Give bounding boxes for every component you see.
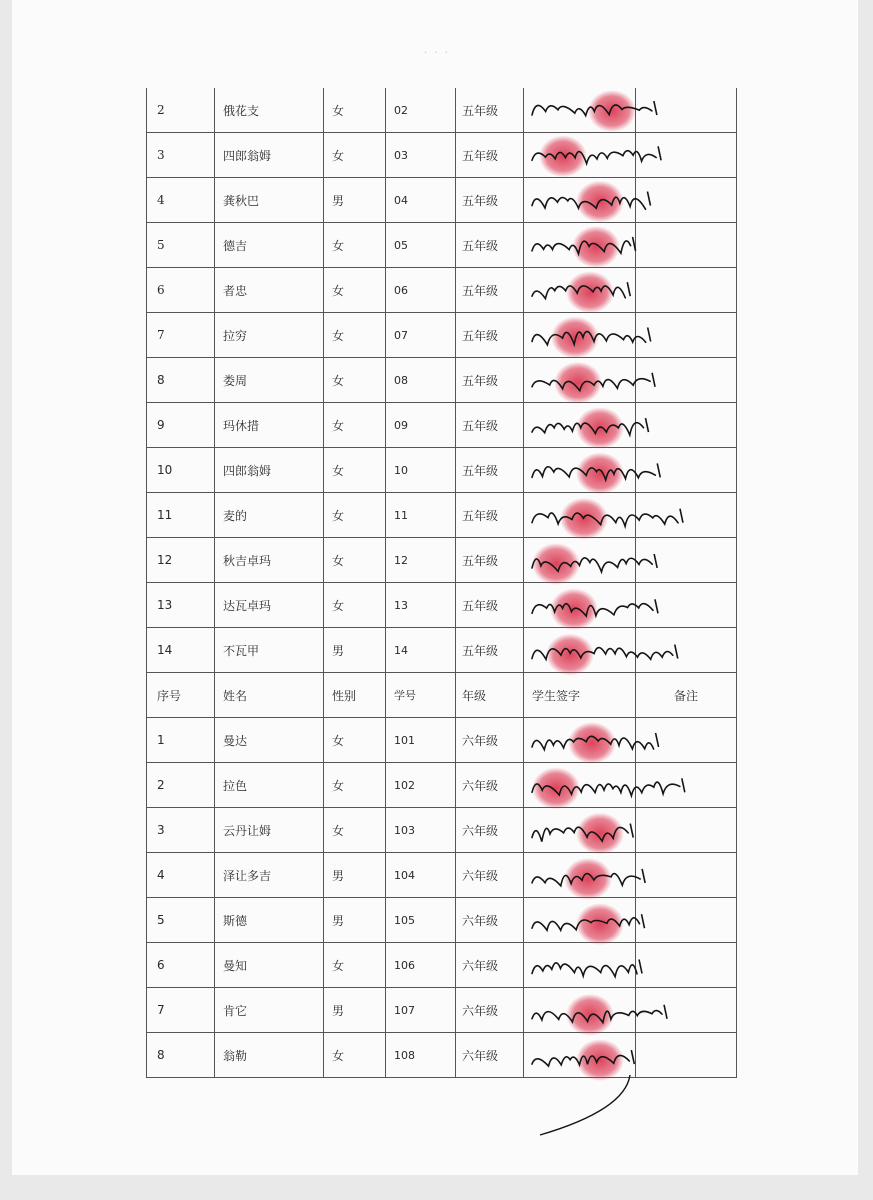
student-id: 104: [386, 853, 456, 898]
student-gender: 男: [324, 853, 386, 898]
student-id: 04: [386, 178, 456, 223]
scan-artifact: · · ·: [424, 48, 450, 59]
signature-cell: [524, 583, 636, 628]
student-name: 达瓦卓玛: [215, 583, 324, 628]
student-name: 德吉: [215, 223, 324, 268]
signature-cell: [524, 943, 636, 988]
signature-cell: [524, 988, 636, 1033]
signature-cell: [524, 178, 636, 223]
student-name: 不瓦甲: [215, 628, 324, 673]
table-row: [147, 178, 737, 223]
remark-cell: [636, 628, 737, 673]
student-gender: 女: [324, 718, 386, 763]
row-number: 1: [147, 718, 215, 763]
student-id: 03: [386, 133, 456, 178]
signature-cell: [524, 313, 636, 358]
table-row: [147, 898, 737, 943]
row-number: 7: [147, 988, 215, 1033]
student-id: 103: [386, 808, 456, 853]
signature-cell: [524, 133, 636, 178]
student-gender: 女: [324, 313, 386, 358]
student-gender: 女: [324, 88, 386, 133]
row-number: 5: [147, 223, 215, 268]
student-name: 龚秋巴: [215, 178, 324, 223]
header-name: 姓名: [215, 673, 324, 718]
student-grade: 六年级: [456, 1033, 524, 1078]
remark-cell: [636, 943, 737, 988]
row-number: 13: [147, 583, 215, 628]
student-gender: 女: [324, 583, 386, 628]
student-name: 云丹让姆: [215, 808, 324, 853]
remark-cell: [636, 853, 737, 898]
row-number: 10: [147, 448, 215, 493]
row-number: 3: [147, 133, 215, 178]
student-gender: 女: [324, 1033, 386, 1078]
student-gender: 女: [324, 133, 386, 178]
student-grade: 六年级: [456, 718, 524, 763]
row-number: 12: [147, 538, 215, 583]
table-row: [147, 1033, 737, 1078]
student-gender: 女: [324, 763, 386, 808]
table-row: [147, 313, 737, 358]
student-name: 四郎翁姆: [215, 133, 324, 178]
signature-cell: [524, 268, 636, 313]
remark-cell: [636, 718, 737, 763]
signature-cell: [524, 448, 636, 493]
table-row: [147, 583, 737, 628]
header-remark: 备注: [636, 673, 737, 718]
student-gender: 男: [324, 988, 386, 1033]
header-grade: 年级: [456, 673, 524, 718]
student-name: 玛休措: [215, 403, 324, 448]
student-grade: 六年级: [456, 808, 524, 853]
student-grade: 五年级: [456, 358, 524, 403]
student-grade: 六年级: [456, 943, 524, 988]
student-id: 02: [386, 88, 456, 133]
remark-cell: [636, 358, 737, 403]
header-signature: 学生签字: [524, 673, 636, 718]
table-row: [147, 763, 737, 808]
student-gender: 女: [324, 538, 386, 583]
table-row: [147, 403, 737, 448]
remark-cell: [636, 313, 737, 358]
student-grade: 五年级: [456, 133, 524, 178]
row-number: 2: [147, 763, 215, 808]
student-name: 秋吉卓玛: [215, 538, 324, 583]
signature-cell: [524, 88, 636, 133]
remark-cell: [636, 538, 737, 583]
student-grade: 五年级: [456, 88, 524, 133]
table-row: [147, 943, 737, 988]
student-grade: 五年级: [456, 268, 524, 313]
student-id: 102: [386, 763, 456, 808]
student-name: 曼达: [215, 718, 324, 763]
student-name: 泽让多吉: [215, 853, 324, 898]
student-id: 106: [386, 943, 456, 988]
signature-cell: [524, 1033, 636, 1078]
table-row: [147, 988, 737, 1033]
student-gender: 女: [324, 268, 386, 313]
remark-cell: [636, 763, 737, 808]
student-gender: 男: [324, 898, 386, 943]
student-grade: 六年级: [456, 763, 524, 808]
row-number: 4: [147, 178, 215, 223]
signature-cell: [524, 853, 636, 898]
student-grade: 五年级: [456, 223, 524, 268]
table-row: [147, 133, 737, 178]
table-row: [147, 493, 737, 538]
remark-cell: [636, 133, 737, 178]
table-row: [147, 448, 737, 493]
student-gender: 女: [324, 493, 386, 538]
student-id: 11: [386, 493, 456, 538]
signature-cell: [524, 403, 636, 448]
student-grade: 六年级: [456, 853, 524, 898]
student-id: 107: [386, 988, 456, 1033]
signature-cell: [524, 538, 636, 583]
student-name: 四郎翁姆: [215, 448, 324, 493]
row-number: 8: [147, 1033, 215, 1078]
signature-cell: [524, 223, 636, 268]
student-grade: 五年级: [456, 493, 524, 538]
row-number: 6: [147, 943, 215, 988]
student-grade: 六年级: [456, 988, 524, 1033]
signature-cell: [524, 718, 636, 763]
student-signature-table: [146, 88, 737, 1078]
student-id: 08: [386, 358, 456, 403]
remark-cell: [636, 88, 737, 133]
row-number: 8: [147, 358, 215, 403]
remark-cell: [636, 898, 737, 943]
student-id: 12: [386, 538, 456, 583]
table-row: [147, 88, 737, 133]
student-grade: 五年级: [456, 403, 524, 448]
row-number: 4: [147, 853, 215, 898]
signature-cell: [524, 808, 636, 853]
student-name: 翁勒: [215, 1033, 324, 1078]
student-grade: 五年级: [456, 313, 524, 358]
row-number: 2: [147, 88, 215, 133]
student-id: 13: [386, 583, 456, 628]
student-grade: 五年级: [456, 583, 524, 628]
remark-cell: [636, 1033, 737, 1078]
table-row: [147, 808, 737, 853]
table-row: [147, 853, 737, 898]
remark-cell: [636, 268, 737, 313]
student-gender: 女: [324, 808, 386, 853]
table-header-row: [147, 673, 737, 718]
student-name: 斯德: [215, 898, 324, 943]
student-name: 者忠: [215, 268, 324, 313]
remark-cell: [636, 493, 737, 538]
student-id: 06: [386, 268, 456, 313]
row-number: 3: [147, 808, 215, 853]
student-grade: 五年级: [456, 538, 524, 583]
student-grade: 五年级: [456, 178, 524, 223]
table-row: [147, 223, 737, 268]
student-grade: 五年级: [456, 628, 524, 673]
student-name: 曼知: [215, 943, 324, 988]
table-row: [147, 358, 737, 403]
student-grade: 五年级: [456, 448, 524, 493]
header-gender: 性别: [324, 673, 386, 718]
student-gender: 男: [324, 628, 386, 673]
row-number: 11: [147, 493, 215, 538]
student-name: 肯它: [215, 988, 324, 1033]
remark-cell: [636, 448, 737, 493]
remark-cell: [636, 223, 737, 268]
table-row: [147, 268, 737, 313]
remark-cell: [636, 178, 737, 223]
student-id: 14: [386, 628, 456, 673]
student-gender: 女: [324, 403, 386, 448]
row-number: 7: [147, 313, 215, 358]
student-id: 07: [386, 313, 456, 358]
student-name: 娄周: [215, 358, 324, 403]
student-gender: 女: [324, 943, 386, 988]
remark-cell: [636, 988, 737, 1033]
student-gender: 女: [324, 358, 386, 403]
student-id: 10: [386, 448, 456, 493]
row-number: 14: [147, 628, 215, 673]
student-id: 09: [386, 403, 456, 448]
signature-cell: [524, 358, 636, 403]
student-id: 05: [386, 223, 456, 268]
student-gender: 男: [324, 178, 386, 223]
signature-cell: [524, 628, 636, 673]
row-number: 9: [147, 403, 215, 448]
signature-cell: [524, 763, 636, 808]
student-name: 俄花支: [215, 88, 324, 133]
row-number: 6: [147, 268, 215, 313]
header-student-id: 学号: [386, 673, 456, 718]
student-name: 拉色: [215, 763, 324, 808]
student-id: 105: [386, 898, 456, 943]
signature-cell: [524, 493, 636, 538]
remark-cell: [636, 583, 737, 628]
remark-cell: [636, 808, 737, 853]
table-row: [147, 538, 737, 583]
student-id: 101: [386, 718, 456, 763]
table-row: [147, 628, 737, 673]
student-name: 拉穷: [215, 313, 324, 358]
remark-cell: [636, 403, 737, 448]
student-gender: 女: [324, 223, 386, 268]
student-grade: 六年级: [456, 898, 524, 943]
signature-cell: [524, 898, 636, 943]
row-number: 5: [147, 898, 215, 943]
student-id: 108: [386, 1033, 456, 1078]
header-index: 序号: [147, 673, 215, 718]
student-gender: 女: [324, 448, 386, 493]
student-name: 麦的: [215, 493, 324, 538]
table-row: [147, 718, 737, 763]
